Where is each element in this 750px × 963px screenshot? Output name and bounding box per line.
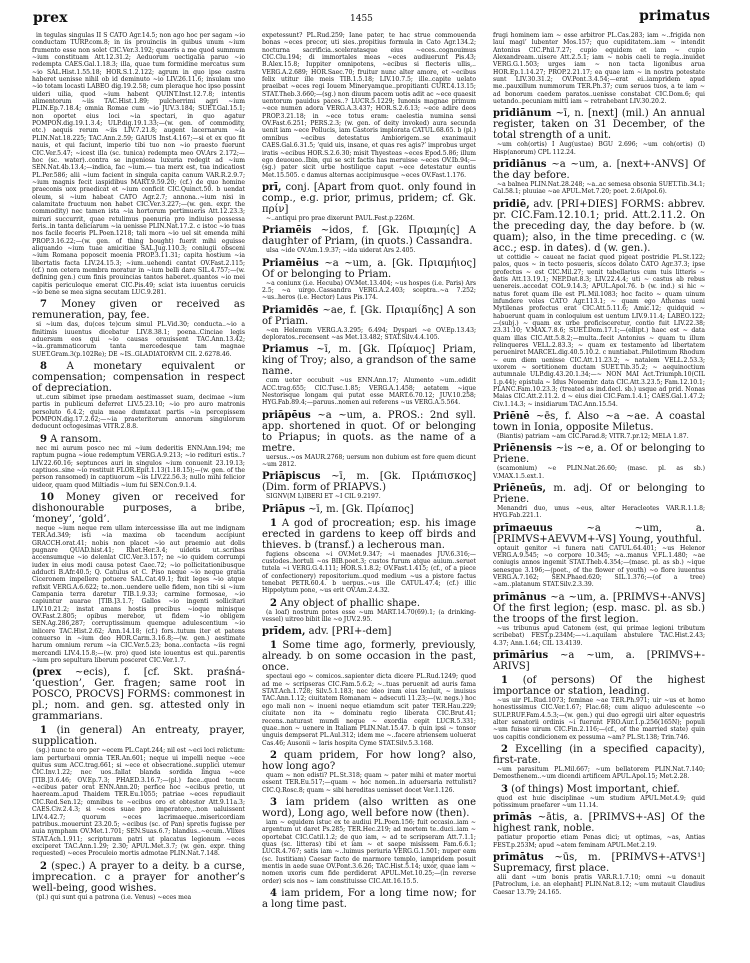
citation-block: quam ~ non edisti? PL.St.318; quam ~ pater mihi et mater mortui essent TER.Eu.517;—quam ~ hoc nomen..in aduersaria rettulisti? CIC.Q.Rosc.8; quam ~ sibi hereditas uenisset docet Ver.1.126. bbox=[262, 771, 476, 794]
sense-text: iam pridem (also written as one word), Long ago, well before now (then). bbox=[262, 796, 476, 819]
entry-definition: conj. [Apart from quot. only found in comp., e.g. prior, primus, pridem; cf. Gk. πρίν] bbox=[262, 181, 476, 215]
lemma: prīdiē, bbox=[493, 198, 530, 210]
sense-definition bbox=[262, 888, 476, 910]
lemma: prīdiānus bbox=[493, 159, 547, 171]
dictionary-entry-head bbox=[262, 258, 476, 280]
dictionary-entry-head bbox=[493, 159, 705, 181]
lemma: Priamus bbox=[262, 344, 309, 356]
sense-definition bbox=[493, 744, 705, 766]
sense-definition bbox=[32, 299, 245, 321]
citation-block: ~us uir PL.Rud.1073; feminae ~ae TER.Ph.971; uir ~us et homo honestissimus CIC.Ver.1.67; Flac.68; cum aliquo adulescente ~o SULP.RUF.Fam.4.5.3;—(w. gen.) qui duo egregii uiri alter equestris alter senatorii ordinis ~i fuerunt FRO.Aur.1.p.256(165N); populi ~um fuisse uirum CIC.Fin.2.116;—(cf., of the married state) quin uos capitis condicionem ex pessuma ~am? PL.St.138; Trin.746. bbox=[493, 696, 705, 741]
citation-block: quod est huic disciplinae ~um studium APUL.Met.4.9; quid potissimum praefarer ~um 11.14. bbox=[493, 794, 705, 809]
dictionary-entry-head bbox=[493, 592, 705, 625]
dictionary-entry-head bbox=[262, 626, 476, 637]
dictionary-entry-head bbox=[262, 344, 476, 377]
entry-definition: ~a ~um, a. [PRIMVS+AEVVM+-VS] Young, youthful. bbox=[493, 522, 705, 545]
sense-text: Money given or received as remuneration, pay, fee. bbox=[32, 299, 245, 322]
lemma: priāpēus bbox=[262, 409, 311, 421]
entry-definition: ~ātis, a. [PRIMVS+-AS] Of the highest rank, noble. bbox=[493, 812, 705, 835]
citation-block: cum ueter occubuit ~us ENN.Ann.17; Alumento ~um..edidit ACC.trag.655; CIC.Tusc.1.85; VERG.A.1.458; aetatem ~ique Nestorisque longam qui putat esse MART.6.70.12; JUV.10.258; HYG.Fab.89.4;—paruus..nomen aui referens ~us VERG.A.5.564. bbox=[262, 377, 476, 407]
citation-block: ~um coh(ortis) I Aug(ustae) BGU 2.696; ~um coh(ortis) (I) Hisp(anorum) CPL 112.24. bbox=[493, 141, 705, 156]
sense-number: 2 bbox=[270, 597, 277, 609]
sense-text: (of persons) Of the highest importance or station, leading. bbox=[493, 674, 706, 697]
dictionary-entry-head bbox=[262, 305, 476, 327]
sense-text: Money given or received for dishonourable purposes, a bribe, ‘money’, ‘gold’. bbox=[32, 491, 245, 525]
lemma: Priamidēs bbox=[262, 304, 319, 316]
entry-definition: ~a ~um, a. PROS.: 2nd syll. app. shortened in quot. Of or belonging to Priapus; in quots. as the name of a metre. bbox=[262, 409, 476, 454]
column-2 bbox=[262, 32, 476, 910]
entry-definition: ~a ~um, a. [next+-ANVS] Of the day before. bbox=[493, 159, 706, 182]
lemma: prīmātus bbox=[493, 851, 544, 863]
sense-text: (in general) An entreaty, prayer, supplication. bbox=[32, 725, 245, 748]
citation-block: spectaui ego ~ comicos..sapienter dicta dicere PL.Rud.1249; quod ad me ~ scripseras CIC.Fam.5.6.2; ~..tuas peruenit ad auris fama STAT.Ach.1.728; Silv.5.1.183; nec ideo iram eius lenluit, ~ inuisus TAC.Ann.1.12; ciuitatem Romanam ~ adsecuti 11.23;—(w. negs.) hoc ego mali non ~ inueni neque etiamdum scit pater TER.Hau.229; ciuitate non ita ~ dominatu regio liberata CIC.Brut.41; recens..naturast mundi neque ~ exordia cepit LUCR.5.331; quae..non ~ uenere in Italiam PLIN.Nat.15.47. b quin ipsi ~ tonsor unguis dempserat PL.Aul.312; idem me ~..facere atriensem uoluerat Cas.46; Ausonii ~ laris hospita Cyme STAT.Silv.5.3.168. bbox=[262, 673, 476, 747]
lemma: prīmaeuus bbox=[493, 522, 553, 534]
sense-number: 2 bbox=[501, 743, 508, 755]
entry-definition: m. adj. Of or belonging to Priene. bbox=[493, 483, 705, 506]
lemma: Priāpiscus bbox=[262, 471, 321, 483]
dictionary-entry-head bbox=[262, 182, 476, 215]
citation-block: fugiens obscena ~i OV.Met.9.347; ~i maenades JUV.6.316;—custodes..hortuli ~os BIB.poet.3; custos furum atque auium..seruet tutela ~i VERG.G.4.111; HOR.S.1.8.2; OV.Fast.1.415; (cf., of a piece of confectionery) repositorium..quod medium ~us a pistore factus tenebat PETR.60.4. b uerpus..~us ille CATUL.47.4; (cf.) illic Hippolytum pone, ~us erit OV.Am.2.4.32. bbox=[262, 550, 476, 595]
dictionary-entry-head bbox=[262, 504, 476, 515]
sense-number: 3 bbox=[501, 783, 508, 795]
citation-block: ut cottidie ~ caueat ne faciat quod pigeat postridie PL.St.122; palos, quos ~ in tecto posueris, siccos dolato CATO Agr.37.3; ipse profectus ~ est CIC.Mil.27; uenit tabellarius cum tuis litteris ~ datis Att.13.19.1; NEP.Dat.8.3; LIV.22.4.4; uti ~ castus ab rebus uenereis..accedat COL.9.14.3; APUL.Apol.76. b (w. ind.) si hic ~ natus foret quam ille est PL.Mil.1083; hoc facito ~ quam uinum infundere voles CATO Agr.113.1; ~ quam ego Athenas ueni Mytilenas profectus erat CIC.Att.5.11.6; Amic.12; quidquid ~ habuerunt quam in conloquium est uentum LIV.9.11.4; LABEO.122;—(subj.) ~ quam ex urbe proficisceretur, contio fuit LIV.22.38; 23.31.10; V.MAX.7.8.6; SUET.Dom.17.1;—(ellipt.) haec est ~ data quam illas CIC.Att.5.8.2;—multa..fecit Antonius ~ quam tu illum relinqueres VELL.2.83.3; ~ quam ex testamento ad libertatem perueniret MARCEL.dig.40.5.10.2. c nuntiabat..Philotimum Rhodum ~ eum diem uenisse CIC.Att.11.23.2; ~ natalem VELL.2.53.3; uxorem ~ sortitionem ductam SUET.Tib.35.2; ~ aequinoctium autumnale ULP.dig.43.20.1.34;—~ NON MAI Act.Triumph.10(CIL 1.p.44); epistula ~ Idus Nouembr. data CIC.Att.3.23.5; Fam.12.10.1; PLANC.Fam.10.23.3; (treated as ind.decl. sb.) usque ad prid. Nonas Maias CIC.Att.2.11.2. d ~ eius diei CIC.Fam.1.4.1; CAES.Gal.1.47.2; Civ.1.14.3; ~ insidiarum TAC.Ann.15.54. bbox=[493, 253, 705, 408]
sense-text: (of things) Most important, chief. bbox=[511, 783, 680, 795]
dictionary-entry-head bbox=[32, 667, 245, 722]
citation-block: iam ~ equidem istuc ex te audiui PL.Poen.156; fuit occasio..iam ~ argentum ut daret Ps.285; TER.Hec.219; ad mortem te..duci..iam ~ oportebat CIC.Catil.1.2; de quo iam, ~ ad te scripseram Att.7.1.1; quas (sc. litteras) tibi et iam ~ et saepe misissem Fam.6.6.1; LUCR.4.767; satis iam ~..luimus periuria VERG.G.1.501; nuper eam (sc. Iustitiam) Caesar facto de marmore templo, iampridem posuit mentis in aede suae OV.Pont.3.6.26; TAC.Hist.5.14; uxor, quae iam ~ nomen uxoris cum fide perdiderat APUL.Met.10.25;—(in reverse order) scis nos ~ iam constituisse CIC.Att.16.15.5. bbox=[262, 818, 476, 885]
sense-text: A god of procreation; esp. his image erected in gardens to keep off birds and thieves. b (transf.) a lecherous man. bbox=[262, 517, 476, 551]
citation-block: patiatur proportio etiam Penas dici; ut optimas, ~as, Antias FEST.p.253M; apud ~atem feminam APUL.Met.2.19. bbox=[493, 834, 705, 849]
dictionary-entry-head bbox=[493, 411, 705, 433]
entry-definition: ~ae, f. [Gk. Πριαμίδης] A son of Priam. bbox=[262, 304, 476, 327]
dictionary-entry-head bbox=[493, 650, 705, 672]
citation-block: optauit genitor ~i funera nati CATUL.64.401; ~us Helenor VERG.A.9.545; ~o corpore 10.345; ~a..manus V.FL.1.480; ~ae coniugis annos ingemit STAT.Theb.4.354;—(masc. pl. as sb.) ~ique senesque 3.196;—(poet., of the flower of youth) ~o flore iuuentus VERG.A.7.162; SEN.Phaed.620; SIL.1.376;—(of a tree) ~am..platanum STAT.Silv.2.3.39. bbox=[493, 544, 705, 589]
page-number: 1455 bbox=[350, 14, 373, 24]
citation-block: ~us tribunus apud Catonem (est, qui primae legioni tributum scribebat) FEST.p.234M;—~i..aquilam abstulere TAC.Hist.2.43; 4.37; Ann.1.64; CIL 13.4139. bbox=[493, 624, 705, 647]
dictionary-entry-head bbox=[493, 852, 705, 874]
citation-block: ulsa ~ide OV.Am.1.9.37; ~ida uiderat Ars 2.405. bbox=[266, 247, 416, 255]
entry-definition: ~a ~um, a. [PRIMVS+-ARIVS] bbox=[493, 649, 705, 672]
sense-number: 7 bbox=[40, 299, 47, 311]
sense-definition bbox=[32, 361, 245, 394]
entry-definition: ~a ~um, a. [Gk. Πριαμήιος] Of or belonging to Priam. bbox=[262, 257, 477, 280]
citation-block: Menandri duo, unus ~eus, alter Heracleotes VAR.R.1.1.8; HYG.Fab.221.1. bbox=[493, 505, 705, 520]
citation-block: (pl.) qui sunt qui a patrona (i.e. Venus) ~eces mea bbox=[36, 893, 192, 901]
sense-number: 1 bbox=[501, 674, 508, 686]
sense-number: 8 bbox=[40, 361, 47, 373]
dictionary-entry-head bbox=[262, 225, 476, 247]
dictionary-entry-head bbox=[493, 199, 705, 254]
citation-block: (a loaf) nostrum potes esse ~um MART.14.70(69).1; (a drinking-vessel) uitreo bibit ille ~o JUV.2.95. bbox=[262, 608, 476, 624]
sense-number: 4 bbox=[270, 888, 277, 899]
citation-block: in tegulas singulas II S CATO Agr.14.5; non ago hoc per sagam ~io conductam TURP.com.8; in iis prouinciis in quibus unum ~ium frumento esse non solet CIC.Ver.3.192; quaeris a me quod summum ~ium constituam Att.12.31.2; Aeduorum uectigalia paruo ~io redempta CAES.Gal.1.18.3; illa, quae tum formidine mercatus sum ~io SAL.Hist.1.55.18; HOR.S.1.2.122; agrum in quo ipse castra haberet uenisse nihil ob id deminuto ~io LIV.26.11.6; insulam uno ~io totam locasti LABEO dig.19.2.58; cum pleraque hoc ipso possint uideri uilia, quod ~ium habent QUINT.Inst.12.7.8; intentis alimentorum ~iis TAC.Hist.1.89; pulcherrimi agri ~ium PLIN.Ep.7.18.4; omnia Romae cum ~io JUV.3.184; SUET.Gal.15.1; non oportet eius loci ~ia spectari, in quo agatur POMPON.dig.19.1.3.4; ULP.dig.19.1.33;—(w. gen. of commodity, etc.) aequis rerum ~iis LIV.7.21.8; augent lacernarum ~ia PLIN.Nat.18.225; TAC.Ann.2.59; GAIUS Inst.4.167;—si et ex quo fit nauis, et qui faciunt, imperio tibi tuo non ~io praesto fuerunt CIC.Ver.5.47; ~icest illa (sc. tunica) redempta meo OV.Ars 2.172;—hoc (sc. water)..contra se ingeniosa luxuria redegit ad ~ium SEN.Nat.4b.13.4;—indica, fac ~ium.— tua merx est, tua indicatiost PL.Per.586; alii ~ium facient in singula capita canum VAR.R.2.9.7; ~ium magnis fecit iaspidibus MART.9.59.20; (cf.) de quo homine praeconis uox praedicat et ~ium conficit CIC.Quinct.50. b uendat oleum, si ~ium habeat CATO Agr.2.7; annona..~ium nisi in calamitate fructuum non habet CIC.Ver.3.227;—(w. gen. expr. the commodity) nec tamen ista ~ia hortorum pertimueris Att.12.23.3; mirari succurrit, quae retulimus paenuria pro indiuiso possessa feris..in tanta deliciarum ~ia uenisse PLIN.Nat.17.2. c istoc ~io tuas nos facile feceris PL.Poen.1218; tali mora ~io uel sit emenda mihi PROP.3.16.22;—(w. gen. of thing bought) fuerit mihi eguisse aliquando ~ium tuae amicitiae SAL.Jug.110.3; coniugii obsceni ~ium Romana poposcit moenia PROP.3.11.31; capita hostium ~ia libertatis facta LIV.24.15.3; ~ium..uehendi cantat OV.Fast.2.115; (cf.) non cetera membra moratur in ~ium belli dare SIL.4.757;—(w. defining gen.) cum finis prouincias tantos haberet..quantos ~io mei capitis periculoque emerat CIC.Pis.49; sciat ista iuuentus ceruicis ~io bene se mea signa secutam LUC.9.281. bbox=[32, 32, 245, 297]
running-header bbox=[0, 6, 750, 28]
citation-block: ~..antiqui pro prae dixerunt PAUL.Fest.p.226M. bbox=[266, 214, 415, 222]
citation-block: alii dant ~um bonis pratis VAR.R.1.7.10; omni ~u donauit [Patroclum, i.e. an elephant] PLIN.Nat.8.12; ~um mutauit Claudius Caesar 13.79; 24.165. bbox=[493, 873, 705, 896]
sense-number: 3 bbox=[270, 796, 277, 808]
lemma: prī, bbox=[262, 181, 282, 193]
dictionary-entry-head bbox=[493, 483, 705, 505]
dictionary-entry-head bbox=[493, 523, 705, 545]
citation-block: (scamonium) ~e PLIN.Nat.26.60; (masc. pl. as sb.) V.MAX.1.5.ext.1. bbox=[493, 465, 705, 480]
entry-definition: ~ī, m. [Gk. Πρίαπος] bbox=[308, 503, 414, 515]
sense-number: 1 bbox=[270, 640, 277, 652]
column-3 bbox=[493, 32, 705, 896]
lemma: Priēnensis bbox=[493, 443, 552, 455]
sense-text: A monetary equivalent or compensation; compensation in respect of depreciation. bbox=[32, 361, 245, 395]
sense-text: Any object of phallic shape. bbox=[280, 597, 420, 609]
citation-block: ut..cum sibimet ipse praedam aestimasset suam, decimae ~ium partis in publicum deferret LIV.5.23.10; ~io pro auro matronis persoluto 6.4.2; quia meae dumtaxat partis ~ia percepissem POMPON.dig.17.2.62;—~ia praeteritorum annorum singulorum deducunt octogesimas VITR.2.8.8. bbox=[32, 394, 245, 431]
citation-block: frugi hominem iam ~ esse arbitror PL.Cas.283; iam ~..frigida non laui magi’ lubenter Mos.157; quo cupiditatem..iam ~ intendit Antonius CIC.Phil.7.27; cupio equidem et iam ~ cupio Alexandream..uisere Att.2.5.1; iam ~ nobis caeli te regia..inuidet VERG.G.1.503; urges iam ~ non tacta ligonibus arua HOR.Ep.1.14.27; PROP.2.21.17; ea quae iam ~ in nostra potestate sunt LIV.30.31.2; OV.Pont.3.4.54;—erat ei..iampridem apud me..pauxillum nummorum TER.Ph.37; cum seruos tuos, a te iam ~ ad bonorum caedem paratos..uenisse constabat CIC.Dom.6; qui uetando..pecuniam mitti iam ~ retrahebant LIV.30.20.2. bbox=[493, 32, 705, 106]
sense-number: 1 bbox=[270, 517, 277, 529]
column-1 bbox=[32, 32, 245, 901]
lemma: Priāpus bbox=[262, 503, 305, 515]
entry-definition: ~ūs, m. [PRIMVS+-ATVS¹] Supremacy, first place. bbox=[493, 851, 705, 874]
entry-definition: adv. [PRI+-dem] bbox=[308, 626, 392, 638]
entry-definition: ~ī, m. [Gk. Πρίαμος] Priam, king of Troy; also, a grandson of the same name. bbox=[262, 344, 476, 378]
sense-number: 9 bbox=[40, 433, 47, 445]
lemma: Priamēius bbox=[262, 257, 319, 269]
sense-number: 10 bbox=[40, 491, 54, 503]
lemma: Priamēis bbox=[262, 225, 312, 237]
dictionary-entry-head bbox=[493, 443, 705, 465]
entry-definition: ~ī, n. [next] (mil.) An annual register, taken on 31 December, of the total strength of a unit. bbox=[493, 108, 705, 142]
entry-definition: ~is ~e, a. Of or belonging to Priene. bbox=[493, 443, 706, 466]
sense-text: iam pridem, For a long time now; for a long time past. bbox=[262, 888, 476, 910]
citation-block: uersus..~os MAUR.2768; uersum non dubium est fore quem dicunt ~um 2812. bbox=[262, 453, 476, 468]
citation-block: ~um parasitum PL.Mil.667; ~um bellatorem PLIN.Nat.7.140; Demosthenem..~um dicendi artificem APUL.Apol.15; Met.2.28. bbox=[493, 765, 705, 781]
entry-definition: adv. [PRI+DIES] FORMS: abbrev. pr. CIC.Fam.12.10.1; prid. Att.2.11.2. On the preceding day, the day before. b (w. quam); also, in the time preceding. c (w. acc.; esp. in dates). d (w. gen.). bbox=[493, 198, 705, 254]
sense-definition bbox=[32, 861, 245, 894]
entry-definition: ~a ~um, a. [PRIMVS+-ANVS] Of the first legion; (esp. masc. pl. as sb.) the troops of the first legion. bbox=[493, 591, 705, 625]
dictionary-entry-head bbox=[262, 410, 476, 454]
citation-block: ~en Helenum VERG.A.3.295; 6.494; Dyspari ~e OV.Ep.13.43; deploratos..recensent ~as Met.13.482; STAT.Silv.4.4.105. bbox=[262, 326, 476, 341]
sense-text: quam pridem, For how long? also, how long ago? bbox=[262, 749, 476, 772]
sense-definition bbox=[32, 434, 245, 445]
citation-block: si ~ium das, du(ces te)cum simul PL.Vid.30; conducta..~io a finitimis iuuentus dicebatur LIV.8.38.1; poena..Cinciae legis aduersum eos qui ~io causas orauissent TAC.Ann.13.42; ~ia..grammaticorum tanta mercedesque tam magnae SUET.Gram.3(p.102Re); DE ~IS..GLADIATORVM CIL 2.6278.46. bbox=[32, 321, 245, 358]
citation-block: ~a coniunx (i.e. Hecuba) OV.Met.13.404; ~us hospes (i.e. Paris) Ars 2.5; ~a uirgo..Cassandra VERG.A.2.403; sceptra..~a 7.252; ~us..heros (i.e. Hector) Laus Pis.174. bbox=[262, 279, 476, 302]
sense-definition bbox=[262, 750, 476, 772]
lemma: prīmās bbox=[493, 812, 532, 824]
sense-definition bbox=[262, 598, 476, 609]
sense-text: A ransom. bbox=[50, 433, 102, 445]
sense-text: (spec.) A prayer to a deity. b a curse, imprecation. c a prayer for another’s well-being, good wishes. bbox=[32, 860, 245, 894]
citation-block: SIGNV(M L)IBERI ET ~I CIL 9.2197. bbox=[266, 493, 381, 501]
guideword-left: prex bbox=[33, 10, 68, 26]
entry-definition: ~ecis), f. [cf. Skt. praśná- ‘question’, Ger. fragen; same root in POSCO, PROCVS] FORMS: commonest in pl.; nom. and gen. sg. attested only in grammarians. bbox=[32, 667, 245, 723]
sense-definition bbox=[493, 784, 705, 795]
entry-definition: ~idos, f. [Gk. Πριαμηίς] A daughter of Priam, (in quots.) Cassandra. bbox=[262, 225, 476, 248]
sense-number: 1 bbox=[40, 725, 47, 737]
citation-block: nec mi aurum posco nec mi ~ium dederitis ENN.Ann.194; me raptum pugna ~ioue redemptum VERG.A.9.213; ~io rediturі estis..? LIV.22.60.16; septunces auri in singulos ~ium conuenit 23.19.13; captiuos..sine ~io restituit FLOR.Epit.1.13(1.18.15);—(w. gen. of the person ransomed) in captiuorum ~iis LIV.22.56.3; nullo mihi felicior uideor, quam quod Miltiadis ~ium fui SEN.Con.9.1.4. bbox=[32, 444, 245, 489]
sense-definition bbox=[32, 492, 245, 525]
sense-number: 2 bbox=[40, 860, 47, 872]
dictionary-entry-head bbox=[262, 471, 476, 493]
sense-number: 2 bbox=[270, 749, 277, 761]
lemma: prīmārius bbox=[493, 649, 549, 661]
lemma: prīdiānum bbox=[493, 108, 552, 120]
sense-text: Some time ago, formerly, previously, already. b on some occasion in the past, once. bbox=[262, 640, 476, 674]
sense-definition bbox=[493, 675, 705, 697]
citation-block: neque ~ium neque rem ullam intercessisse illa aut me indignam TER.Ad.349; isti ~ia maxima ob tacendum accipiunt GRACCH.orat.41; nobis non placet ~io aut praemio aut dolis pugnare QUAD.hist.41; Rhet.Her.3.4; uidetis ut..scribas accensumque ~io delenlat CIC.Ver.3.157; ne ~io quidem corrumpi iudex in eius modi causa potest Caec.72; ~io pollicitationibusque adducti B.Afr.40.5; Q. Catulus et C. Piso neque ~io neque gratia Ciceronem impellere potuere SAL.Cat.49.1; fixit leges ~io atque refixit VERG.A.6.622; te..non..uendere uelle fidem, non tibi si ~ium Campania terra daretur TIB.1.9.33; carmine formosae, ~io capiuntur auarae [TIB.]3.1.7; Gallos ~io ingenti sollicitari LIV.10.21.2; instat amans hostis precibus ~ioque minisque OV.Fast.2.805; opibus merebor, ut fidem ~io obligem SEN.Ag.286,287; corruptissimum quemque adulescentium ~io inlicere TAC.Hist.2.62; Ann.14.18; (cf.) fors..tutum iter et patens conuerso in ~ium deo HOR.Carm.3.16.8;—(w. gen.) aestimate harum omnium rerum ~ia CIC.Ver.5.23; bona..contacta ~iis regni mercandi LIV.4.15.8;—(w. pro) quod iste iouentus est qui..parentis ~ium pro sepultura liberum posceret CIC.Ver.1.7. bbox=[32, 524, 245, 665]
sense-definition bbox=[32, 725, 245, 747]
lemma: Priēnē bbox=[493, 411, 530, 423]
sense-definition bbox=[262, 640, 476, 673]
lemma: prīdem, bbox=[262, 626, 306, 638]
sense-text: Excelling (in a specified capacity), first-rate. bbox=[493, 743, 705, 766]
citation-block: ~a balnea PLIN.Nat.28.248; ~a..ac semesa obsonia SUET.Tib.34.1; Cal.58.1; pluuiae ~ae APUL.Met.7.20; poet. 2.6(Apol.6). bbox=[493, 181, 705, 196]
sense-definition bbox=[262, 518, 476, 551]
sense-definition bbox=[262, 797, 476, 819]
lemma: (prex bbox=[32, 667, 62, 679]
dictionary-entry-head bbox=[493, 108, 705, 141]
citation-block: (Biantis) patriam ~am CIC.Parad.8; VITR.7.pr.12; MELA 1.87. bbox=[497, 433, 689, 441]
lemma: Priēneūs, bbox=[493, 483, 546, 495]
entry-definition: ~ī, m. [Gk. Πριάπισκος] (Dim. form of PRIAPVS.) bbox=[262, 471, 476, 494]
citation-block: expetessunt? PL.Rud.259; Iane pater, te hac strue commouenda bonas ~eces precor, uti sies..propitius formula in Cato Agr.134.2; nocturna sacrificia..sceleratasque eius ~eces..cognouimus CIC.Clu.194; di immortales meas ~eces audiuerunt Pis.43; B.Alex.15.8; Iuppiter omnipotens, ~ecibus si flecteris ullis,.. VERG.A.2.689; HOR.Saec.70; fruitur nunc alter amore, et ~ecibus felix utitur ille meis TIB.1.5.18; LIV.10.7.5; ille..capite uelato praeibat ~eces regi Iouem Minerуamque..propitianti CURT.4.13.15; STAT.Theb.3.660;—(sg.) non diuum pacem uotis adit ac ~ece quaesit uentorum pauidus paces..? LUCR.5.1229; Iunonis magnae primum ~ece numen adora VERG.A.3.437; HOR.S.2.6.13; ~ece adire deos PROP.3.21.18; in ~ece totus eram: caelestia numina sensi OV.Fast.6.251; PERS.2.3; (w. gen. of deity invoked) aura secunda uenit iam ~ece Pollucis, iam Castoris implorata CATUL.68.65. b (pl.) omnibus ~ecibus detestatus Ambiorigem..se exanimauit CAES.Gal.6.31.5; ‘quid uis, insane, et quas res agis?’ improbus urget iratis ~ecibus HOR.S.2.6.30; misit Thyesteas ~eces Epod.5.86; illum ego deuoueo..Ibin, qui se scit factis has meruisse ~eces OV.Ib.94;—(sg.) pater sicit urbe hostilique caput ~ece detestatur euntis Met.15.505. c damus alternas accipimusque ~eces OV.Fast.1.176. bbox=[262, 32, 476, 179]
dictionary-entry-head bbox=[493, 812, 705, 834]
citation-block: (sg.) nunc te oro per ~ecem PL.Capt.244; nil est ~eci loci relictum: iam perturbaui omnia TER.An.601; neque ui impelli neque ~ece quitus sum ACC.trag.661; si ~ece et obsecratione..supplici utemur CIC.Inv.1.22; nec uos..fallat blanda sordida lingua ~ece [TIB.]3.6.46; OV.Ep.7.3; PHAED.3.16.7;—(pl.) face..quod tecum ~ecibus pater orat ENN.Ann.20; perfice hoc ~ecibus pretio, ut haeream..apud Thaidem TER.Eu.1055; patriae ~eces repudiauit CIC.Red.Sen.12; omnibus te ~ecibus oro et obtestor Att.9.11a.3; CAES.Civ.2.4.3; si ~eces suae pro imperatore,..non ualuissent LIV.4.42.7; quorum ~eces lacrimaeque..misericordiam patribus..mouerunt 23.20.5; ~ecibus (sc. of Pan) spretis fugisse per auia nympham OV.Met.1.701; SEN.Suas.6.7; blandus..~ecum..Vlixes STAT.Ach.1.911; scripturam patri ut placatus legionum ~eces exciperet TAC.Ann.1.29; 2.30; APUL.Met.3.7; (w. gen. expr. thing requested) ~eces Proculeio mortis admotae PLIN.Nat.7.148. bbox=[32, 747, 245, 858]
lemma: prīmānus bbox=[493, 591, 547, 603]
entry-definition: ~ēs, f. Also ~a ~ae. A coastal town in Ionia, opposite Miletus. bbox=[493, 411, 705, 434]
guideword-right: primatus bbox=[639, 8, 710, 24]
